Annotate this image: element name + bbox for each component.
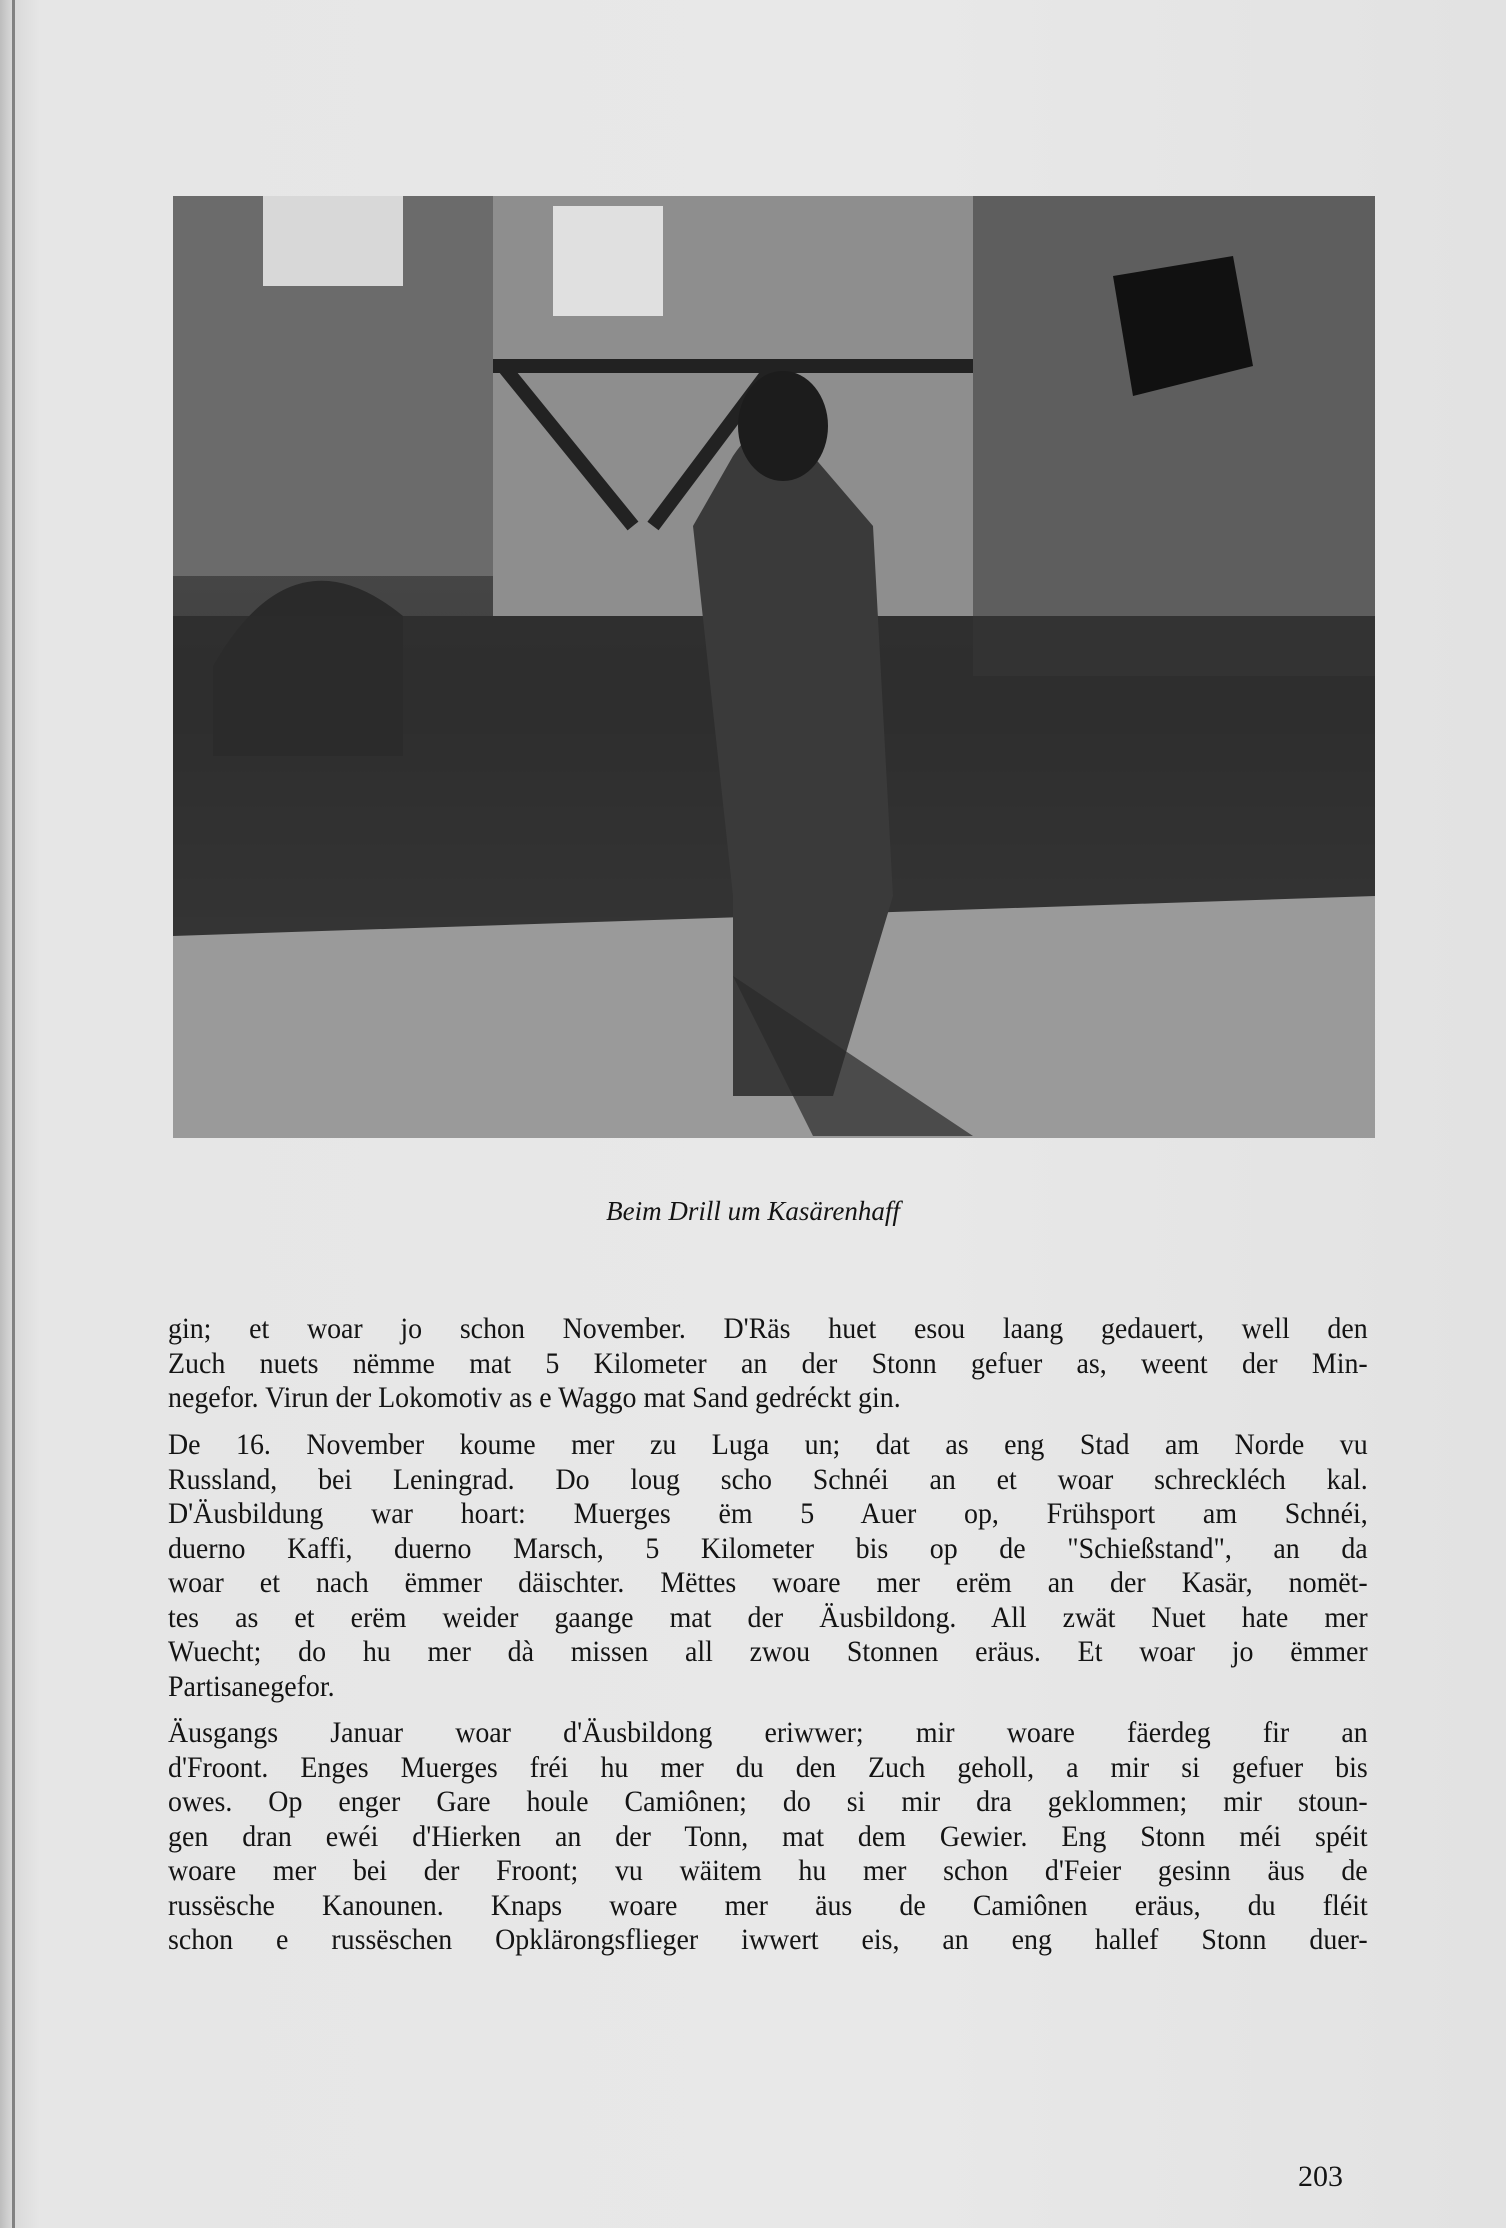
paragraph-2 [168,1428,1368,1704]
text-line: woar et nach ëmmer däischter. Mëttes woare mer erëm an der Kasär, nomët- [168,1566,1368,1599]
text-line: woare mer bei der Froont; vu wäitem hu mer schon d'Feier gesinn äus de [168,1854,1368,1887]
text-line: De 16. November koume mer zu Luga un; dat as eng Stad am Norde vu [168,1428,1368,1461]
paragraph-1 [168,1312,1368,1416]
text-line: schon e russëschen Opklärongsflieger iwwert eis, an eng hallef Stonn duer- [168,1923,1368,1956]
text-line: Partisanegefor. [168,1669,335,1703]
page-number: 203 [1298,2160,1343,2193]
text-line: russësche Kanounen. Knaps woare mer äus de Camiônen eräus, du fléit [168,1888,1368,1922]
text-line: owes. Op enger Gare houle Camiônen; do si mir dra geklommen; mir stoun- [168,1785,1368,1818]
text-line: d'Froont. Enges Muerges fréi hu mer du den Zuch geholl, a mir si gefuer bis [168,1750,1368,1784]
text-line: Wuecht; do hu mer dà missen all zwou Stonnen eräus. Et woar jo ëmmer [168,1635,1368,1668]
text-line: Äusgangs Januar woar d'Äusbildong eriwwer; mir woare fäerdeg fir an [168,1716,1368,1749]
text-line: duerno Kaffi, duerno Marsch, 5 Kilometer bis op de "Schießstand", an da [168,1531,1368,1565]
text-line: gen dran ewéi d'Hierken an der Tonn, mat dem Gewier. Eng Stonn méi spéit [168,1819,1368,1853]
text-line: tes as et erëm weider gaange mat der Äusbildong. All zwät Nuet hate mer [168,1600,1368,1634]
text-line: gin; et woar jo schon November. D'Räs huet esou laang gedauert, well den [168,1312,1368,1345]
text-line: D'Äusbildung war hoart: Muerges ëm 5 Auer op, Frühsport am Schnéi, [168,1497,1368,1530]
text-line: Russland, bei Leningrad. Do loug scho Schnéi an et woar schreckléch kal. [168,1462,1368,1496]
book-gutter [12,0,15,2228]
text-line: negefor. Virun der Lokomotiv as e Waggo mat Sand gedréckt gin. [168,1381,901,1414]
drill-photo [173,196,1375,1138]
text-line: Zuch nuets nëmme mat 5 Kilometer an der Stonn gefuer as, weent der Min- [168,1346,1368,1380]
photo-caption: Beim Drill um Kasärenhaff [606,1196,900,1226]
paragraph-3 [168,1716,1368,1958]
